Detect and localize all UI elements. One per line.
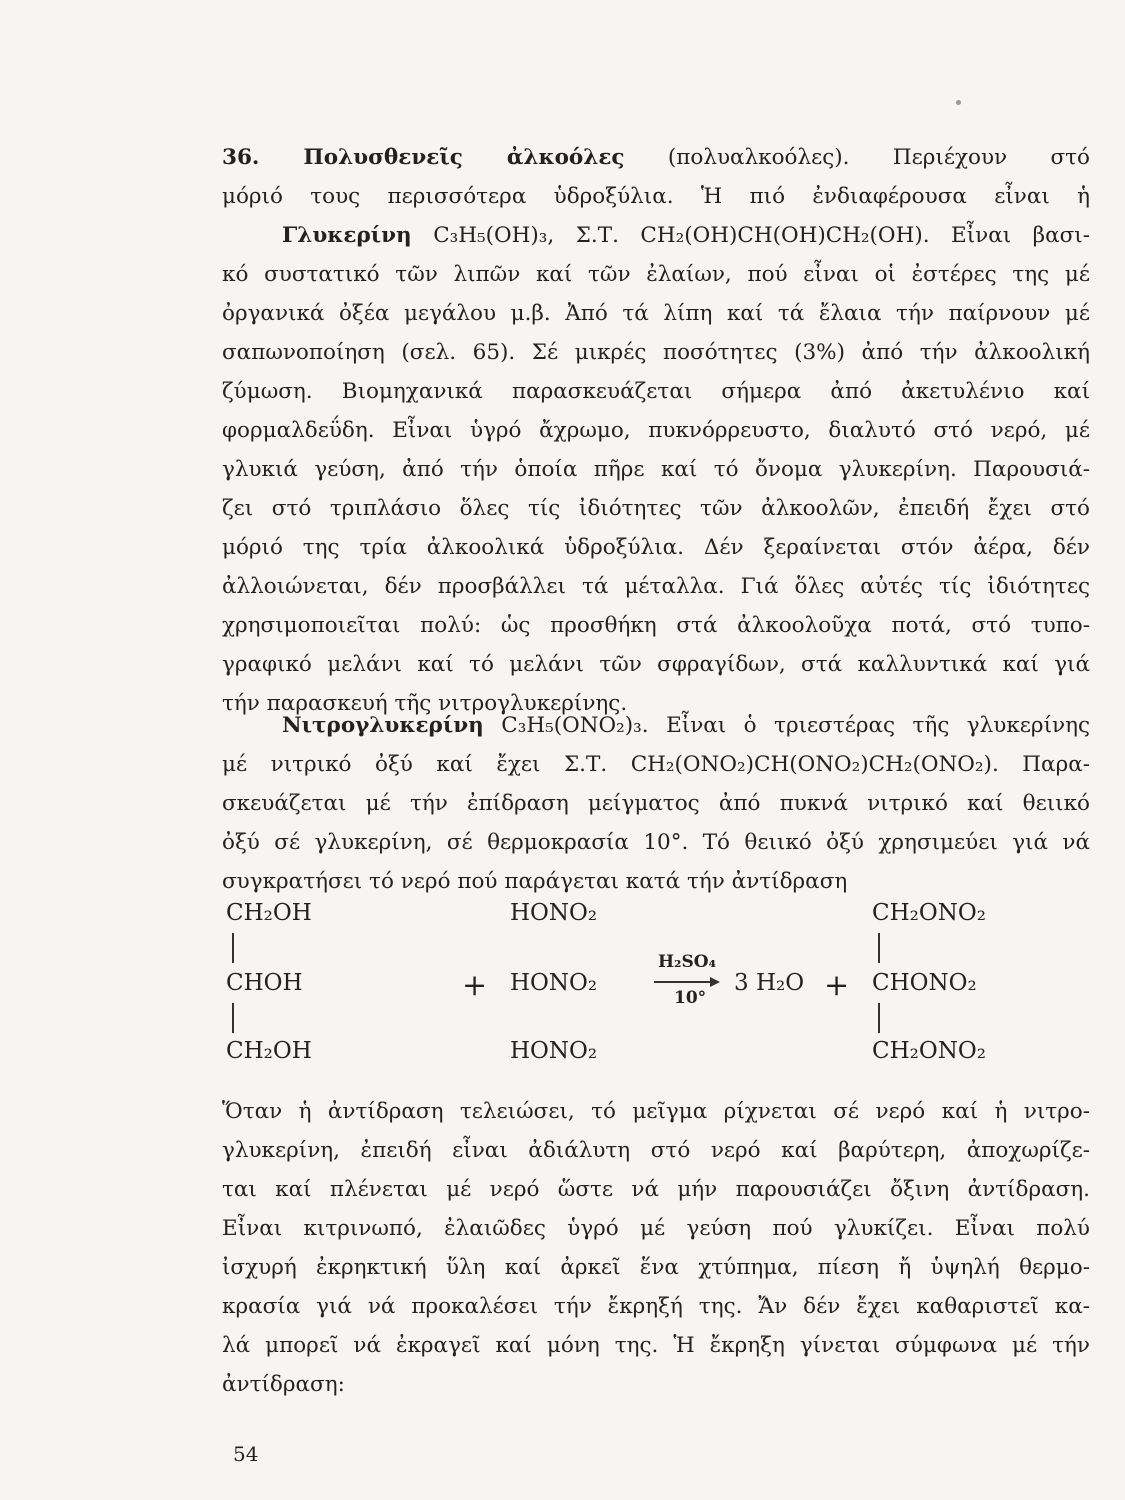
glycerin-section: [222, 138, 1090, 723]
nitroglycerin-title-line: Νιτρογλυκερίνη C₃H₅(ONO₂)₃. Εἶναι ὁ τριεστέρας τῆς γλυκερίνης: [282, 713, 1090, 738]
text-line: ται καί πλένεται μέ νερό ὥστε νά μήν παρουσιάζει ὄξινη ἀντίδραση.: [222, 1177, 1090, 1202]
text-line: Ὅταν ἡ ἀντίδραση τελειώσει, τό μεῖγμα ρίχνεται σέ νερό καί ἡ νιτρο-: [222, 1099, 1090, 1124]
nitric-acid-bottom: HONO₂: [510, 1038, 598, 1064]
nitroglycerin-section: [222, 706, 1090, 901]
text-line: ζύμωση. Βιομηχανικά παρασκευάζεται σήμερα ἀπό ἀκετυλένιο καί: [222, 379, 1090, 404]
section-heading: 36. Πολυσθενεῖς ἀλκοόλες: [222, 145, 625, 170]
nitroglycerin-middle-group: CHONO₂: [872, 970, 977, 996]
nitric-acid-top: HONO₂: [510, 900, 598, 926]
text-line: τήν παρασκευή τῆς νιτρογλυκερίνης.: [222, 691, 628, 716]
text-line: ζει στό τριπλάσιο ὅλες τίς ἰδιότητες τῶν ἀλκοολῶν, ἐπειδή ἔχει στό: [222, 496, 1090, 521]
text-line: συγκρατήσει τό νερό πού παράγεται κατά τήν ἀντίδραση: [222, 869, 848, 894]
nitroglycerin-bottom-group: CH₂ONO₂: [872, 1038, 986, 1064]
nitroglycerin-top-group: CH₂ONO₂: [872, 900, 986, 926]
text-line: ἰσχυρή ἐκρηκτική ὕλη καί ἀρκεῖ ἕνα χτύπημα, πίεση ἤ ὑψηλή θερμο-: [222, 1255, 1090, 1280]
text-line: Εἶναι κιτρινωπό, ἐλαιῶδες ὑγρό μέ γεύση πού γλυκίζει. Εἶναι πολύ: [222, 1216, 1090, 1241]
bond-line: [878, 1003, 880, 1033]
section-heading-line: 36. Πολυσθενεῖς ἀλκοόλες (πολυαλκοόλες). Περιέχουν στό: [222, 145, 1090, 170]
bond-line: [232, 933, 234, 963]
text-line: μόριό τους περισσότερα ὑδροξύλια. Ἡ πιό ἐνδιαφέρουσα εἶναι ἡ: [222, 184, 1090, 209]
glycerin-title-line: Γλυκερίνη C₃H₅(OH)₃, Σ.Τ. CH₂(OH)CH(OH)CH₂(OH). Εἶναι βασι-: [282, 223, 1090, 248]
text-line: μόριό της τρία ἀλκοολικά ὑδροξύλια. Δέν ξεραίνεται στόν ἀέρα, δέν: [222, 535, 1090, 560]
text-line: γλυκερίνη, ἐπειδή εἶναι ἀδιάλυτη στό νερό καί βαρύτερη, ἀποχωρίζε-: [222, 1138, 1090, 1163]
nitroglycerin-name: Νιτρογλυκερίνη: [282, 713, 484, 738]
post-reaction-paragraph: [222, 1092, 1090, 1404]
plus-sign: +: [824, 968, 850, 1003]
text-line: μέ νιτρικό ὀξύ καί ἔχει Σ.Τ. CH₂(ONO₂)CH(ONO₂)CH₂(ONO₂). Παρα-: [222, 752, 1090, 777]
text-line: ἀλλοιώνεται, δέν προσβάλλει τά μέταλλα. Γιά ὅλες αὐτές τίς ἰδιότητες: [222, 574, 1090, 599]
text-line: ἀντίδραση:: [222, 1372, 345, 1397]
nitroglycerin-formula: C₃H₅(ONO₂)₃.: [501, 713, 649, 738]
glycerin-name: Γλυκερίνη: [282, 223, 412, 248]
text-line: ὀργανικά ὀξέα μεγάλου μ.β. Ἀπό τά λίπη καί τά ἔλαια τήν παίρνουν μέ: [222, 301, 1090, 326]
water-product: 3 H₂O: [734, 970, 805, 996]
plus-sign: +: [462, 968, 488, 1003]
text-line: σαπωνοποίηση (σελ. 65). Σέ μικρές ποσότητες (3%) ἀπό τήν ἀλκοολική: [222, 340, 1090, 365]
nitric-acid-middle: HONO₂: [510, 970, 598, 996]
catalyst-label: H₂SO₄: [658, 952, 717, 972]
text-line: χρησιμοποιεῖται πολύ: ὡς προσθήκη στά ἀλκοολοῦχα ποτά, στό τυπο-: [222, 613, 1090, 638]
temperature-label: 10°: [674, 988, 707, 1008]
bond-line: [232, 1003, 234, 1033]
nitration-reaction: [226, 900, 1026, 1070]
bond-line: [878, 933, 880, 963]
glycerin-bottom-group: CH₂OH: [226, 1038, 312, 1064]
text-line: φορμαλδεΰδη. Εἶναι ὑγρό ἄχρωμο, πυκνόρρευστο, διαλυτό στό νερό, μέ: [222, 418, 1090, 443]
glycerin-formula: C₃H₅(OH)₃, Σ.Τ. CH₂(OH)CH(OH)CH₂(OH).: [433, 223, 930, 248]
text-line: σκευάζεται μέ τήν ἐπίδραση μείγματος ἀπό πυκνά νιτρικό καί θειικό: [222, 791, 1090, 816]
glycerin-top-group: CH₂OH: [226, 900, 312, 926]
page-number: 54: [233, 1442, 259, 1466]
glycerin-middle-group: CHOH: [226, 970, 303, 996]
text-line: λά μπορεῖ νά ἐκραγεῖ καί μόνη της. Ἡ ἔκρηξη γίνεται σύμφωνα μέ τήν: [222, 1333, 1090, 1358]
text-line: ὀξύ σέ γλυκερίνη, σέ θερμοκρασία 10°. Τό θειικό ὀξύ χρησιμεύει γιά νά: [222, 830, 1090, 855]
printed-speck: [956, 100, 961, 105]
text-line: κρασία γιά νά προκαλέσει τήν ἔκρηξή της. Ἄν δέν ἔχει καθαριστεῖ κα-: [222, 1294, 1090, 1319]
text-line: γραφικό μελάνι καί τό μελάνι τῶν σφραγίδων, στά καλλυντικά καί γιά: [222, 652, 1090, 677]
text-line: κό συστατικό τῶν λιπῶν καί τῶν ἐλαίων, πού εἶναι οἱ ἐστέρες της μέ: [222, 262, 1090, 287]
text-line: γλυκιά γεύση, ἀπό τήν ὁποία πῆρε καί τό ὄνομα γλυκερίνη. Παρουσιά-: [222, 457, 1090, 482]
